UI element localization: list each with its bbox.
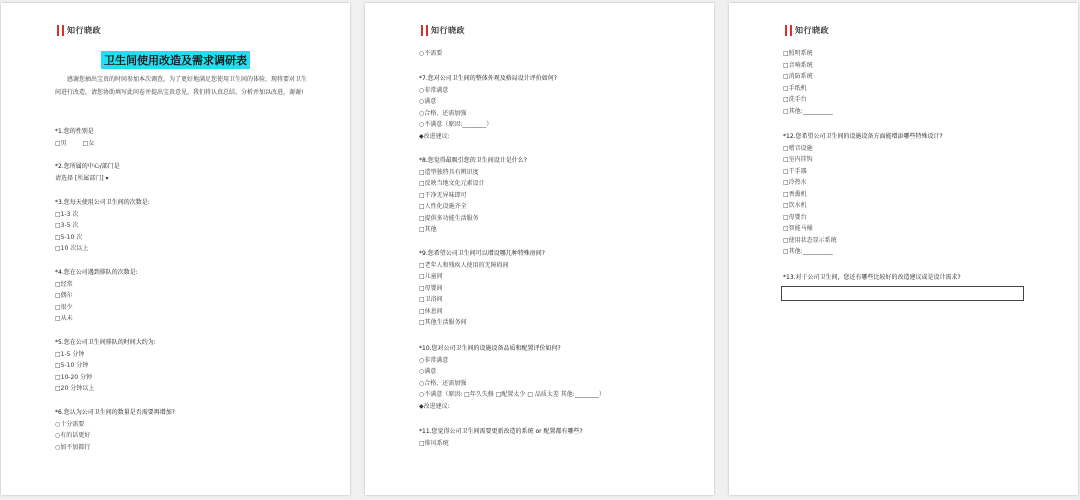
question-9 — [419, 248, 690, 329]
question-label: *5.您在公司卫生间排队的时间大约为: — [55, 339, 156, 346]
department-select[interactable]: 请选择 [所属部门] ▾ — [55, 174, 109, 182]
question-label: *1.您的性别是 — [55, 128, 94, 135]
option-checkbox[interactable]: □男 — [55, 139, 67, 147]
question-11-continued — [783, 48, 1054, 117]
option-checkbox[interactable]: □室内挂钩 — [783, 156, 813, 163]
option-radio[interactable]: ○非常满意 — [419, 356, 449, 364]
question-label: *2.您所属的中心/部门是 — [55, 163, 120, 170]
option-checkbox[interactable]: □手纸机 — [783, 84, 807, 92]
option-checkbox[interactable]: □照明系统 — [783, 50, 813, 57]
question-label: *13.对于公司卫生间，您还有哪些比较好的改造建议或是设计需求? — [783, 274, 961, 281]
option-checkbox[interactable]: □排风系统 — [419, 439, 449, 447]
question-label: *9.您希望公司卫生间可以增设哪几种特殊房间? — [419, 250, 545, 257]
option-checkbox[interactable]: □老年人和残疾人使用的无障碍间 — [419, 261, 509, 269]
option-checkbox[interactable]: □母婴台 — [783, 213, 807, 221]
question-label: *11.您觉得公司卫生间需要更新改造的系统 or 配置都有哪些? — [419, 428, 583, 435]
brand-name: 知行晓政 — [795, 26, 829, 35]
option-radio[interactable]: ○满意 — [419, 368, 437, 375]
option-checkbox[interactable]: □10-20 分钟 — [55, 373, 93, 381]
question-label: *3.您每天使用公司卫生间的次数是: — [55, 199, 150, 206]
option-checkbox[interactable]: □偶尔 — [55, 292, 73, 299]
document-page-1 — [1, 3, 350, 495]
option-checkbox[interactable]: □消防系统 — [783, 73, 813, 80]
question-1 — [55, 126, 326, 149]
option-checkbox[interactable]: □5-10 次 — [55, 233, 83, 241]
option-radio[interactable]: ○不满意（原因:________） — [419, 121, 493, 128]
suggestion-field[interactable]: ◆改进建议: — [419, 402, 450, 410]
suggestion-textarea[interactable] — [781, 286, 1024, 301]
option-checkbox[interactable]: □5-10 分钟 — [55, 362, 89, 369]
option-checkbox[interactable]: □卫浴间 — [419, 296, 443, 303]
question-label: *7.您对公司卫生间的整体外观及格局设计评价如何? — [419, 75, 557, 82]
option-radio[interactable]: ○非常满意 — [419, 86, 449, 94]
option-checkbox[interactable]: □其他 — [419, 226, 437, 233]
brand — [57, 25, 101, 36]
question-7 — [419, 73, 690, 142]
question-13 — [783, 272, 1054, 284]
option-checkbox[interactable]: □冷热水 — [783, 179, 807, 186]
document-page-2 — [365, 3, 714, 495]
option-checkbox[interactable]: □使用状态显示系统 — [783, 236, 837, 244]
option-checkbox[interactable]: □其他生活服务间 — [419, 319, 467, 326]
document-page-3 — [729, 3, 1078, 495]
intro-paragraph: 感谢您抽出宝贵的时间参加本次调查，为了更好地满足您使用卫生间的体验，现将要对卫生间进行改造，请您协助填写此问卷并提出宝贵意见，我们将认真总结、分析并加以改进，谢谢! — [55, 76, 308, 96]
option-checkbox[interactable]: □人性化设施齐全 — [419, 203, 467, 210]
option-checkbox[interactable]: □母婴间 — [419, 284, 443, 292]
option-checkbox[interactable]: □从未 — [55, 315, 73, 322]
option-checkbox[interactable]: □香熏机 — [783, 190, 807, 198]
option-checkbox[interactable]: □造型独特具有辨识度 — [419, 168, 479, 176]
question-3 — [55, 197, 326, 255]
question-label: *8.您觉得最吸引您的卫生间设计是什么? — [419, 157, 527, 164]
question-label: *12.您希望公司卫生间的设施设备方面能增添哪些特殊设计? — [783, 133, 943, 140]
option-radio[interactable]: ○有的话更好 — [55, 432, 91, 439]
option-checkbox[interactable]: □1-3 次 — [55, 210, 79, 218]
brand-name: 知行晓政 — [431, 26, 465, 35]
option-checkbox[interactable]: □反映当地文化元素设计 — [419, 180, 485, 187]
brand-logo-icon — [785, 25, 792, 36]
question-4 — [55, 267, 326, 325]
option-radio[interactable]: ○不满意（原因: □年久失修 □配置太少 □ 品质太差 其他:________） — [419, 391, 605, 398]
option-checkbox[interactable]: □干手器 — [783, 167, 807, 175]
question-label: *4.您在公司遇到排队的次数是: — [55, 269, 138, 276]
question-10 — [419, 343, 690, 412]
brand-name: 知行晓政 — [67, 26, 101, 35]
document-title: 卫生间使用改造及需求调研表 — [101, 51, 250, 69]
option-checkbox[interactable]: □其他:__________ — [783, 248, 833, 255]
question-5 — [55, 337, 326, 395]
option-radio[interactable]: ○十分需要 — [55, 420, 85, 428]
option-checkbox[interactable]: □3-5 次 — [55, 222, 79, 229]
question-label: *6.您认为公司卫生间的数量是否需要再增加? — [55, 409, 175, 416]
option-radio[interactable]: ○合格、还需加强 — [419, 379, 467, 387]
option-checkbox[interactable]: □其他:__________ — [783, 107, 833, 115]
question-label: *10.您对公司卫生间的设施设备品质和配置评价如何? — [419, 345, 561, 352]
option-checkbox[interactable]: □音响系统 — [783, 61, 813, 69]
option-checkbox[interactable]: □干净无异味即可 — [419, 191, 467, 199]
brand-logo-icon — [57, 25, 64, 36]
option-checkbox[interactable]: □很少 — [55, 303, 73, 311]
brand — [785, 25, 829, 36]
question-6 — [55, 407, 326, 453]
question-12 — [783, 131, 1054, 258]
option-checkbox[interactable]: □智能马桶 — [783, 225, 813, 232]
question-6-continued — [419, 48, 690, 60]
option-checkbox[interactable]: □休息间 — [419, 307, 443, 315]
option-checkbox[interactable]: □1-5 分钟 — [55, 350, 85, 358]
question-8 — [419, 155, 690, 236]
question-2 — [55, 161, 326, 184]
option-radio[interactable]: ○合格、还需加强 — [419, 109, 467, 117]
option-radio[interactable]: ○满意 — [419, 98, 437, 105]
option-checkbox[interactable]: □经常 — [55, 280, 73, 288]
option-radio[interactable]: ○不需要 — [419, 50, 443, 57]
option-checkbox[interactable]: □儿童间 — [419, 273, 443, 280]
option-checkbox[interactable]: □饮水机 — [783, 202, 807, 209]
suggestion-field[interactable]: ◆改进建议: — [419, 132, 450, 140]
option-checkbox[interactable]: □洗手台 — [783, 96, 807, 103]
option-checkbox[interactable]: □女 — [82, 139, 95, 147]
question-11 — [419, 426, 690, 449]
option-checkbox[interactable]: □嗜音设施 — [783, 144, 813, 152]
brand — [421, 25, 465, 36]
brand-logo-icon — [421, 25, 428, 36]
option-checkbox[interactable]: □20 分钟以上 — [55, 385, 95, 392]
option-radio[interactable]: ○加不加都行 — [55, 443, 91, 451]
option-checkbox[interactable]: □10 次以上 — [55, 245, 89, 252]
option-checkbox[interactable]: □提供多功能生活服务 — [419, 214, 479, 222]
